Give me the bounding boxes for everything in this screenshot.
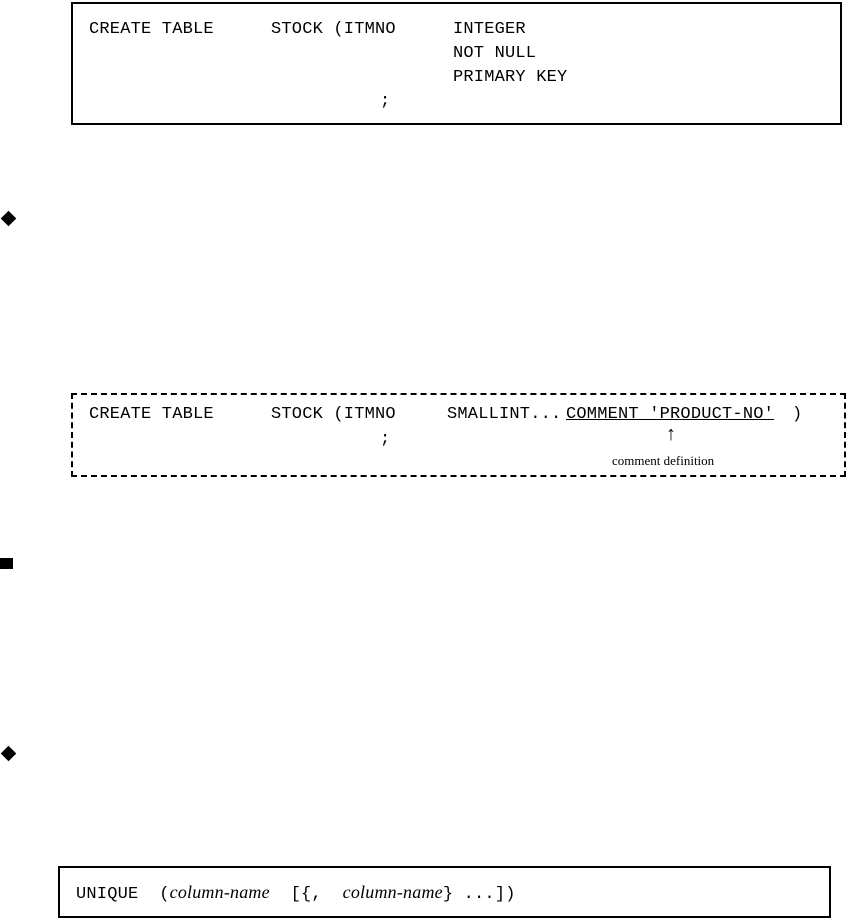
code-line1-cmd: CREATE TABLE [89, 20, 214, 39]
code-line2: NOT NULL [453, 44, 537, 63]
code-line1-type: INTEGER [453, 20, 526, 39]
unique-mid: [{, [290, 885, 322, 904]
code-comment-table: STOCK (ITMNO [271, 405, 396, 424]
unique-open: ( [159, 885, 170, 904]
up-arrow-icon: ↑ [665, 424, 678, 447]
unique-keyword: UNIQUE [76, 885, 139, 904]
code-line1-table: STOCK (ITMNO [271, 20, 396, 39]
code-comment-type: SMALLINT... [447, 405, 562, 424]
code-comment-clause: COMMENT 'PRODUCT-NO' [566, 405, 775, 424]
diamond-bullet-icon [1, 211, 17, 227]
column-name-placeholder-2: column-name [342, 882, 443, 902]
diamond-bullet-icon [1, 746, 17, 762]
code-terminator: ; [380, 92, 391, 111]
column-name-placeholder: column-name [169, 882, 270, 902]
code-unique-line [76, 880, 516, 907]
code-comment-close: ) [792, 405, 803, 424]
unique-close: } ...]) [442, 885, 516, 904]
square-bullet-icon [0, 558, 13, 569]
code-comment-terminator: ; [380, 430, 391, 449]
code-comment-cmd: CREATE TABLE [89, 405, 214, 424]
code-line3: PRIMARY KEY [453, 68, 568, 87]
comment-definition-label: comment definition [612, 453, 715, 468]
